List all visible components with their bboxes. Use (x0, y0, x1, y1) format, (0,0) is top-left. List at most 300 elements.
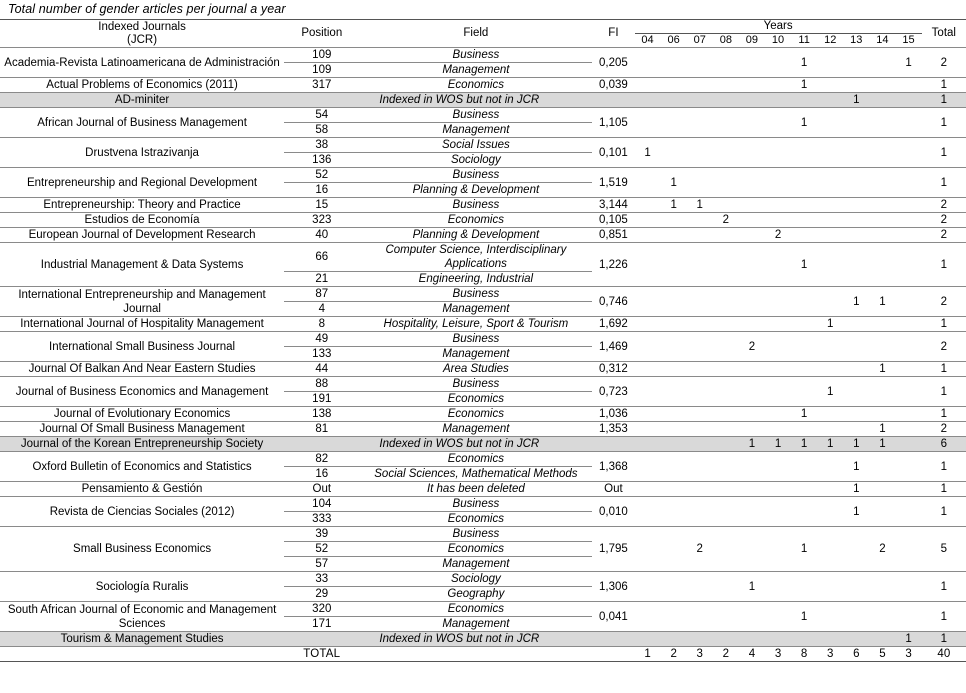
year-cell-08 (713, 243, 739, 287)
year-cell-04 (635, 108, 661, 138)
year-cell-06 (661, 482, 687, 497)
year-cell-15 (895, 243, 921, 287)
year-cell-06 (661, 78, 687, 93)
page-title: Total number of gender articles per journal a year (8, 2, 286, 16)
journal-name: Tourism & Management Studies (0, 632, 284, 647)
journal-name: AD-miniter (0, 93, 284, 108)
year-cell-06 (661, 452, 687, 482)
row-total: 1 (922, 317, 966, 332)
table-row[interactable] (0, 168, 966, 183)
year-cell-07: 1 (687, 198, 713, 213)
year-cell-04 (635, 362, 661, 377)
footer-year-total-12: 3 (817, 647, 843, 662)
header-year-09: 09 (745, 34, 759, 46)
year-cell-09 (739, 138, 765, 168)
position-value: 58 (315, 124, 329, 136)
year-cell-04 (635, 407, 661, 422)
year-cell-15 (895, 198, 921, 213)
table-row[interactable] (0, 482, 966, 497)
table-row[interactable] (0, 228, 966, 243)
year-cell-13 (843, 377, 869, 407)
journal-name: Estudios de Economía (0, 213, 284, 228)
row-total: 5 (922, 527, 966, 572)
year-cell-10 (765, 602, 791, 632)
header-year-12: 12 (824, 34, 837, 46)
journal-name: International Small Business Journal (0, 332, 284, 362)
year-cell-08 (713, 437, 739, 452)
footer-grand-total: 40 (922, 647, 966, 662)
year-cell-11 (791, 168, 817, 198)
journal-note: Indexed in WOS but not in JCR (284, 437, 634, 452)
position-value: 16 (315, 184, 329, 196)
year-cell-06 (661, 377, 687, 407)
position-value: 81 (284, 422, 359, 437)
field-value: Economics (359, 213, 592, 228)
year-cell-13 (843, 138, 869, 168)
year-cell-09 (739, 377, 765, 407)
year-cell-08 (713, 452, 739, 482)
field-value: Economics (447, 513, 504, 525)
header-fi: FI (592, 20, 634, 48)
journal-name: International Entrepreneurship and Management Journal (0, 287, 284, 317)
year-cell-13: 1 (843, 482, 869, 497)
fi-value: 0,041 (592, 602, 634, 632)
position-value: 333 (312, 513, 332, 525)
fi-value: 0,851 (592, 228, 634, 243)
footer-blank (0, 647, 284, 662)
year-cell-07 (687, 317, 713, 332)
year-cell-12 (817, 198, 843, 213)
year-cell-07 (687, 437, 713, 452)
row-total: 1 (922, 108, 966, 138)
year-cell-15 (895, 93, 921, 108)
year-cell-08 (713, 93, 739, 108)
year-cell-11: 1 (791, 78, 817, 93)
year-cell-13 (843, 362, 869, 377)
header-year-11: 11 (798, 34, 810, 46)
year-cell-07 (687, 78, 713, 93)
footer-year-total-06: 2 (661, 647, 687, 662)
year-cell-06 (661, 497, 687, 527)
year-cell-07 (687, 213, 713, 228)
year-cell-06 (661, 332, 687, 362)
year-cell-09 (739, 632, 765, 647)
position-value: 82 (284, 452, 359, 467)
header-journals-line1: Indexed Journals (98, 20, 186, 33)
fi-value: 0,010 (592, 497, 634, 527)
fi-value: 1,306 (592, 572, 634, 602)
year-cell-11 (791, 213, 817, 228)
table-row[interactable] (0, 362, 966, 377)
header-year-08: 08 (719, 34, 732, 46)
year-cell-09: 2 (739, 332, 765, 362)
year-cell-15 (895, 317, 921, 332)
field-value: Management (442, 303, 510, 315)
year-cell-08 (713, 138, 739, 168)
year-cell-13 (843, 602, 869, 632)
header-year-13: 13 (850, 34, 863, 46)
year-cell-15 (895, 602, 921, 632)
year-cell-08 (713, 317, 739, 332)
journal-name: Industrial Management & Data Systems (0, 243, 284, 287)
table-row[interactable] (0, 452, 966, 467)
table-row[interactable] (0, 108, 966, 123)
year-cell-11: 1 (791, 407, 817, 422)
footer-year-total-15: 3 (895, 647, 921, 662)
fi-value: 1,353 (592, 422, 634, 437)
year-cell-14 (869, 228, 895, 243)
position-value: 191 (312, 393, 332, 405)
year-cell-14: 1 (869, 362, 895, 377)
journal-name: Revista de Ciencias Sociales (2012) (0, 497, 284, 527)
year-cell-08 (713, 422, 739, 437)
year-cell-07 (687, 377, 713, 407)
row-total: 1 (922, 497, 966, 527)
year-cell-04 (635, 48, 661, 78)
table-row[interactable] (0, 527, 966, 542)
journal-name: Small Business Economics (0, 527, 284, 572)
table-row[interactable] (0, 138, 966, 153)
field-value: Sociology (359, 572, 592, 587)
year-cell-06 (661, 228, 687, 243)
year-cell-06 (661, 407, 687, 422)
field-value: Business (359, 48, 592, 63)
year-cell-13 (843, 168, 869, 198)
year-cell-08 (713, 108, 739, 138)
year-cell-12 (817, 497, 843, 527)
year-cell-12: 1 (817, 377, 843, 407)
position-value: 87 (284, 287, 359, 302)
year-cell-08 (713, 48, 739, 78)
year-cell-07 (687, 497, 713, 527)
year-cell-04 (635, 632, 661, 647)
field-value: Engineering, Industrial (418, 273, 534, 285)
year-cell-15 (895, 422, 921, 437)
year-cell-06 (661, 108, 687, 138)
position-value: 54 (284, 108, 359, 123)
year-cell-15 (895, 213, 921, 228)
row-total: 2 (922, 48, 966, 78)
year-cell-06 (661, 317, 687, 332)
year-cell-09 (739, 93, 765, 108)
journal-name: Oxford Bulletin of Economics and Statistics (0, 452, 284, 482)
year-cell-04 (635, 572, 661, 602)
table-row[interactable] (0, 437, 966, 452)
year-cell-13 (843, 407, 869, 422)
position-value: 39 (284, 527, 359, 542)
journal-name: European Journal of Development Research (0, 228, 284, 243)
year-cell-13 (843, 48, 869, 78)
table-row[interactable] (0, 93, 966, 108)
year-cell-15: 1 (895, 48, 921, 78)
year-cell-08 (713, 198, 739, 213)
year-cell-13 (843, 332, 869, 362)
field-value: Management (442, 558, 510, 570)
year-cell-11 (791, 362, 817, 377)
header-years: Years (635, 20, 922, 34)
year-cell-09 (739, 108, 765, 138)
year-cell-15 (895, 108, 921, 138)
year-cell-12 (817, 287, 843, 317)
year-cell-11 (791, 632, 817, 647)
fi-value: 1,469 (592, 332, 634, 362)
year-cell-13: 1 (843, 287, 869, 317)
year-cell-15 (895, 437, 921, 452)
year-cell-11: 1 (791, 108, 817, 138)
year-cell-09 (739, 168, 765, 198)
table-row[interactable] (0, 287, 966, 302)
year-cell-14: 2 (869, 527, 895, 572)
header-total: Total (922, 20, 966, 48)
field-value: Economics (359, 542, 592, 557)
year-cell-14 (869, 93, 895, 108)
year-cell-10 (765, 527, 791, 572)
journal-name: Journal of Evolutionary Economics (0, 407, 284, 422)
year-cell-04 (635, 602, 661, 632)
table-row[interactable] (0, 213, 966, 228)
row-total: 1 (922, 452, 966, 482)
header-position: Position (284, 20, 359, 48)
fi-value: 1,368 (592, 452, 634, 482)
year-cell-15 (895, 407, 921, 422)
year-cell-14 (869, 572, 895, 602)
field-value: Economics (447, 393, 504, 405)
year-cell-06 (661, 527, 687, 572)
year-cell-14 (869, 243, 895, 287)
table-row[interactable] (0, 243, 966, 272)
footer-year-total-09: 4 (739, 647, 765, 662)
year-cell-07 (687, 228, 713, 243)
field-value: Social Issues (359, 138, 592, 153)
year-cell-14 (869, 602, 895, 632)
fi-value: 0,312 (592, 362, 634, 377)
position-value: 49 (284, 332, 359, 347)
table-header (0, 20, 966, 48)
field-value: Management (442, 64, 510, 76)
row-total: 1 (922, 482, 966, 497)
row-total: 2 (922, 228, 966, 243)
year-cell-12 (817, 78, 843, 93)
year-cell-07 (687, 287, 713, 317)
year-cell-09 (739, 482, 765, 497)
year-cell-09 (739, 407, 765, 422)
year-cell-15 (895, 527, 921, 572)
year-cell-14: 1 (869, 437, 895, 452)
journal-name: Pensamiento & Gestión (0, 482, 284, 497)
year-cell-13 (843, 422, 869, 437)
year-cell-04 (635, 422, 661, 437)
field-value: Economics (359, 407, 592, 422)
header-year-04: 04 (641, 34, 654, 46)
journal-name: Entrepreneurship: Theory and Practice (0, 198, 284, 213)
row-total: 1 (922, 377, 966, 407)
year-cell-14 (869, 482, 895, 497)
year-cell-07 (687, 602, 713, 632)
year-cell-09 (739, 48, 765, 78)
year-cell-12 (817, 108, 843, 138)
journals-table (0, 19, 966, 662)
year-cell-11 (791, 482, 817, 497)
year-cell-12 (817, 422, 843, 437)
year-cell-12 (817, 228, 843, 243)
row-total: 1 (922, 632, 966, 647)
field-value: Business (359, 332, 592, 347)
field-value: Economics (359, 452, 592, 467)
journal-name: African Journal of Business Management (0, 108, 284, 138)
table-row[interactable] (0, 78, 966, 93)
year-cell-08 (713, 377, 739, 407)
year-cell-06 (661, 93, 687, 108)
table-row[interactable] (0, 422, 966, 437)
year-cell-08 (713, 78, 739, 93)
year-cell-15 (895, 138, 921, 168)
year-cell-04 (635, 437, 661, 452)
year-cell-12 (817, 243, 843, 287)
year-cell-13 (843, 317, 869, 332)
field-value: Sociology (450, 154, 501, 166)
position-value: 21 (315, 273, 329, 285)
year-cell-04 (635, 228, 661, 243)
year-cell-08 (713, 497, 739, 527)
year-cell-10 (765, 48, 791, 78)
year-cell-11 (791, 228, 817, 243)
year-cell-13: 1 (843, 452, 869, 482)
year-cell-15 (895, 332, 921, 362)
year-cell-14 (869, 168, 895, 198)
year-cell-14 (869, 452, 895, 482)
year-cell-04 (635, 377, 661, 407)
year-cell-09 (739, 198, 765, 213)
fi-value: 1,795 (592, 527, 634, 572)
year-cell-15 (895, 482, 921, 497)
year-cell-13 (843, 632, 869, 647)
position-value: 15 (284, 198, 359, 213)
year-cell-07 (687, 332, 713, 362)
year-cell-12 (817, 407, 843, 422)
year-cell-08 (713, 332, 739, 362)
row-total: 2 (922, 213, 966, 228)
table-row[interactable] (0, 497, 966, 512)
position-value: 109 (312, 64, 332, 76)
year-cell-14: 1 (869, 422, 895, 437)
field-value: Economics (359, 78, 592, 93)
year-cell-13 (843, 228, 869, 243)
year-cell-14 (869, 377, 895, 407)
table-row[interactable] (0, 602, 966, 617)
footer-spacer-field (359, 647, 592, 662)
year-cell-06 (661, 287, 687, 317)
position-value: 4 (318, 303, 325, 315)
year-cell-04 (635, 168, 661, 198)
year-cell-10 (765, 138, 791, 168)
position-value: 57 (315, 558, 329, 570)
year-cell-07 (687, 48, 713, 78)
year-cell-10 (765, 632, 791, 647)
position-value: 109 (284, 48, 359, 63)
year-cell-09: 1 (739, 572, 765, 602)
year-cell-12 (817, 48, 843, 78)
position-value: 88 (284, 377, 359, 392)
year-cell-11: 1 (791, 602, 817, 632)
year-cell-10: 2 (765, 228, 791, 243)
year-cell-07 (687, 572, 713, 602)
fi-value: 1,105 (592, 108, 634, 138)
year-cell-09 (739, 452, 765, 482)
fi-value: 1,692 (592, 317, 634, 332)
year-cell-11 (791, 287, 817, 317)
year-cell-10 (765, 377, 791, 407)
year-cell-13: 1 (843, 93, 869, 108)
year-cell-12 (817, 482, 843, 497)
table-row[interactable] (0, 377, 966, 392)
field-value: Business (359, 287, 592, 302)
table-row[interactable] (0, 317, 966, 332)
table-row[interactable] (0, 198, 966, 213)
field-value: Planning & Development (359, 228, 592, 243)
position-value: 66 (284, 243, 359, 272)
row-total: 1 (922, 168, 966, 198)
year-cell-06: 1 (661, 198, 687, 213)
year-cell-12: 1 (817, 437, 843, 452)
table-row[interactable] (0, 48, 966, 63)
year-cell-12 (817, 138, 843, 168)
year-cell-13 (843, 572, 869, 602)
journal-name: Journal Of Balkan And Near Eastern Studies (0, 362, 284, 377)
table-row[interactable] (0, 332, 966, 347)
position-value: 317 (284, 78, 359, 93)
year-cell-07 (687, 632, 713, 647)
year-cell-10 (765, 243, 791, 287)
journal-name: International Journal of Hospitality Management (0, 317, 284, 332)
year-cell-12 (817, 362, 843, 377)
journal-name: Academia-Revista Latinoamericana de Administración (0, 48, 284, 78)
year-cell-08: 2 (713, 213, 739, 228)
year-cell-06 (661, 632, 687, 647)
year-cell-14 (869, 108, 895, 138)
year-cell-14 (869, 332, 895, 362)
fi-value: 0,101 (592, 138, 634, 168)
year-cell-10 (765, 332, 791, 362)
journal-name: South African Journal of Economic and Management Sciences (0, 602, 284, 632)
fi-value: 0,039 (592, 78, 634, 93)
table-row[interactable] (0, 572, 966, 587)
journal-name: Journal Of Small Business Management (0, 422, 284, 437)
year-cell-15 (895, 452, 921, 482)
year-cell-10 (765, 317, 791, 332)
year-cell-08 (713, 168, 739, 198)
year-cell-04 (635, 527, 661, 572)
year-cell-11: 1 (791, 527, 817, 572)
journal-name: Sociología Ruralis (0, 572, 284, 602)
field-value: Business (359, 168, 592, 183)
year-cell-04 (635, 287, 661, 317)
field-value: Geography (447, 588, 505, 600)
table-row[interactable] (0, 407, 966, 422)
year-cell-14 (869, 213, 895, 228)
year-cell-08 (713, 362, 739, 377)
field-value: Planning & Development (412, 184, 540, 196)
field-value: Hospitality, Leisure, Sport & Tourism (359, 317, 592, 332)
field-value: Area Studies (359, 362, 592, 377)
year-cell-10 (765, 497, 791, 527)
year-cell-07 (687, 362, 713, 377)
field-value: Management (359, 422, 592, 437)
table-row[interactable] (0, 632, 966, 647)
year-cell-06 (661, 138, 687, 168)
position-value: 33 (284, 572, 359, 587)
header-year-06: 06 (667, 34, 680, 46)
position-value: 323 (284, 213, 359, 228)
